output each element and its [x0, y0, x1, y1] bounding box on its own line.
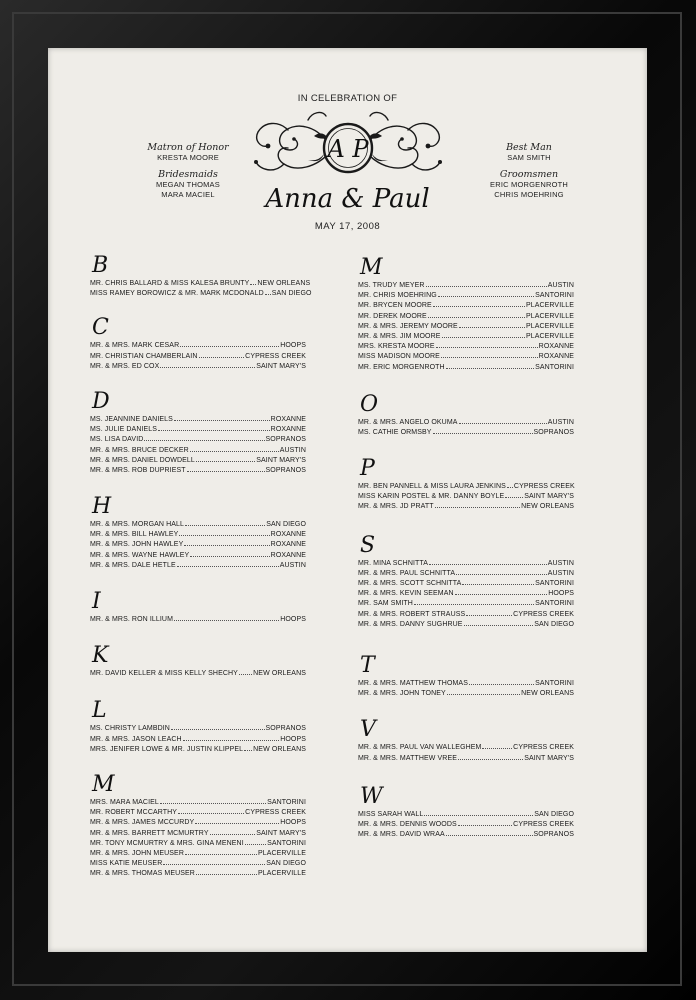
guest-row [90, 424, 306, 434]
party-name: SAM SMITH [507, 153, 551, 162]
guest-name: MR. & MRS. ROB DUPRIEST [90, 466, 186, 474]
groom-party [454, 142, 604, 200]
guest-row [90, 519, 306, 529]
guest-row [90, 723, 306, 733]
guest-row [90, 434, 306, 444]
party-name: MEGAN THOMAS [156, 180, 220, 189]
guest-name: MR. & MRS. MARK CESAR [90, 342, 180, 350]
table-name: SAINT MARY'S [256, 456, 306, 464]
guest-name: MR. MINA SCHNITTA [358, 559, 429, 567]
guest-row [358, 558, 574, 568]
letter-section-c [90, 316, 306, 371]
section-letter: M [360, 255, 383, 280]
dot-leader [433, 300, 525, 307]
letter-section-o [358, 393, 574, 437]
table-name: SAINT MARY'S [524, 493, 574, 501]
guest-row [90, 529, 306, 539]
table-name: HOOPS [548, 590, 574, 598]
table-name: AUSTIN [547, 282, 574, 289]
guest-row [358, 598, 574, 608]
guest-row [90, 361, 306, 371]
guest-row [358, 578, 574, 588]
table-name: HOOPS [280, 616, 306, 623]
guest-name: MR. CHRIS BALLARD & MISS KALESA BRUNTY [90, 280, 250, 287]
table-name: CYPRESS CREEK [245, 352, 306, 360]
dot-leader [458, 753, 523, 760]
table-name: PLACERVILLE [525, 332, 574, 340]
celebration-heading: IN CELEBRATION OF [297, 93, 398, 104]
section-letter: M [92, 771, 115, 797]
table-name: SAN DIEGO [271, 290, 312, 298]
guest-name: MR. & MRS. JAMES MCCURDY [90, 819, 195, 827]
guest-name: MR. CHRISTIAN CHAMBERLAIN [90, 352, 198, 360]
guest-row [90, 734, 306, 744]
table-name: ROXANNE [270, 426, 306, 434]
guest-name: MR. DEREK MOORE [358, 312, 427, 320]
section-letter: H [92, 494, 112, 520]
letter-section-t [358, 654, 574, 698]
table-name: SANTORINI [535, 292, 574, 300]
party-role: Best Man [506, 142, 552, 153]
dot-leader [190, 445, 279, 452]
guest-name: MR. CHRIS MOEHRING [358, 292, 437, 300]
couple-names: Anna & Paul [265, 184, 430, 214]
table-name: AUSTIN [547, 559, 574, 567]
guest-name: MRS. JENIFER LOWE & MR. JUSTIN KLIPPEL [90, 745, 244, 753]
monogram-letters: A P [327, 135, 369, 163]
guest-name: MR. BRYCEN MOORE [358, 302, 432, 310]
dot-leader [424, 809, 533, 816]
letter-section-m [90, 773, 306, 879]
guest-name: MR. & MRS. PAUL SCHNITTA [358, 569, 456, 577]
dot-leader [446, 829, 533, 836]
guest-row [90, 817, 306, 827]
guest-name: MR. & MRS. DENNIS WOODS [358, 820, 457, 828]
dot-leader [187, 465, 265, 472]
table-name: SAN DIEGO [534, 620, 574, 628]
section-letter: P [360, 456, 375, 482]
guest-row [90, 668, 306, 678]
dot-leader [469, 678, 534, 685]
guest-row [90, 744, 306, 754]
dot-leader [482, 742, 512, 749]
guest-row [358, 311, 574, 321]
dot-leader [144, 434, 264, 441]
table-name: AUSTIN [547, 418, 574, 426]
guest-name: MR. & MRS. DAVID WRAA [358, 831, 445, 839]
guest-row [358, 331, 574, 341]
guest-name: MR. & MRS. DANIEL DOWDELL [90, 456, 195, 464]
section-letter: T [360, 652, 375, 678]
guest-name: MR. & MRS. JOHN HAWLEY [90, 541, 184, 549]
wedding-date: MAY 17, 2008 [314, 221, 381, 232]
guest-name: MR. & MRS. RON ILLIUM [90, 616, 173, 623]
table-name: SANTORINI [535, 580, 574, 587]
table-name: PLACERVILLE [525, 302, 574, 310]
table-name: NEW ORLEANS [521, 503, 574, 511]
letter-section-m [358, 256, 574, 372]
guest-row [358, 742, 574, 752]
dot-leader [433, 427, 533, 434]
guest-name: MRS. MARA MACIEL [90, 798, 159, 806]
guest-row [358, 362, 574, 372]
table-name: ROXANNE [270, 541, 306, 549]
dot-leader [185, 519, 265, 526]
table-name: SOPRANOS [265, 725, 306, 733]
guest-row [358, 688, 574, 698]
guest-name: MR. TONY MCMURTRY & MRS. GINA MENENI [90, 839, 244, 847]
guest-name: MR. & MRS. ROBERT STRAUSS [358, 610, 466, 618]
dot-leader [250, 278, 256, 285]
guest-name: MR. & MRS. DALE HETLE [90, 561, 176, 569]
dot-leader [507, 481, 513, 488]
guest-name: MISS KATIE MEUSER [90, 860, 163, 868]
table-name: SAINT MARY'S [256, 829, 306, 837]
guest-row [358, 300, 574, 310]
table-name: HOOPS [280, 819, 306, 827]
dot-leader [459, 417, 547, 424]
dot-leader [438, 290, 534, 297]
dot-leader [464, 619, 534, 626]
dot-leader [178, 807, 244, 814]
letter-section-s [358, 534, 574, 629]
table-name: CYPRESS CREEK [245, 809, 306, 817]
table-name: PLACERVILLE [257, 849, 306, 857]
table-name: PLACERVILLE [257, 870, 306, 878]
guest-name: MS. TRUDY MEYER [358, 282, 425, 289]
guest-row [90, 614, 306, 624]
table-name: AUSTIN [279, 446, 306, 454]
letter-section-i [90, 590, 306, 624]
party-role: Matron of Honor [147, 142, 229, 153]
bride-party [113, 142, 263, 200]
guest-row [358, 678, 574, 688]
table-name: CYPRESS CREEK [513, 744, 574, 752]
dot-leader [195, 817, 279, 824]
dot-leader [160, 361, 255, 368]
dot-leader [158, 424, 270, 431]
guest-name: MR. & MRS. DANNY SUGHRUE [358, 620, 463, 628]
party-name: KRESTA MOORE [157, 153, 219, 162]
right-guest-column [358, 256, 574, 839]
table-name: CYPRESS CREEK [513, 483, 575, 491]
dot-leader [428, 311, 525, 318]
guest-row [90, 414, 306, 424]
guest-name: MR. & MRS. JASON LEACH [90, 735, 182, 743]
guest-name: MR. & MRS. MORGAN HALL [90, 521, 184, 529]
guest-row [90, 560, 306, 570]
dot-leader [185, 848, 257, 855]
guest-name: MR. & MRS. BILL HAWLEY [90, 531, 179, 539]
table-name: SAINT MARY'S [524, 754, 574, 762]
dot-leader [163, 858, 265, 865]
dot-leader [456, 568, 547, 575]
guest-name: MS. CHRISTY LAMBDIN [90, 725, 170, 733]
guest-row [90, 351, 306, 361]
guest-row [358, 588, 574, 598]
table-name: SAN DIEGO [266, 521, 306, 529]
table-name: SOPRANOS [533, 831, 574, 839]
section-letter: D [92, 388, 110, 414]
table-name: NEW ORLEANS [521, 690, 574, 698]
guest-name: MS. JEANNINE DANIELS [90, 415, 173, 423]
guest-row [358, 427, 574, 437]
table-name: CYPRESS CREEK [513, 610, 574, 618]
guest-name: MISS RAMEY BOROWICZ & MR. MARK MCDONALD [90, 290, 264, 298]
guest-row [90, 539, 306, 549]
dot-leader [462, 578, 534, 585]
table-name: HOOPS [280, 342, 306, 350]
table-name: AUSTIN [547, 569, 574, 577]
table-name: SANTORINI [535, 600, 574, 608]
dot-leader [245, 838, 266, 845]
dot-leader [184, 539, 269, 546]
section-letter: K [92, 643, 109, 669]
dot-leader [174, 614, 279, 621]
guest-row [358, 501, 574, 511]
dot-leader [466, 609, 512, 616]
table-name: SANTORINI [535, 363, 574, 371]
guest-name: MR. & MRS. JD PRATT [358, 503, 434, 511]
letter-section-w [358, 785, 574, 840]
table-name: SOPRANOS [265, 466, 306, 474]
party-name: ERIC MORGENROTH [490, 180, 568, 189]
table-name: SANTORINI [267, 798, 306, 806]
table-name: ROXANNE [270, 531, 306, 539]
monogram-crest-icon [248, 106, 448, 188]
guest-name: MS. LISA DAVID [90, 436, 144, 444]
guest-name: MR. & MRS. JIM MOORE [358, 332, 441, 340]
guest-row [90, 550, 306, 560]
dot-leader [447, 688, 520, 695]
letter-section-v [358, 718, 574, 762]
guest-name: MR. & MRS. JOHN TONEY [358, 690, 446, 698]
letter-section-h [90, 495, 306, 570]
table-name: HOOPS [280, 735, 306, 743]
guest-row [358, 491, 574, 501]
section-letter: O [360, 391, 379, 417]
guest-row [358, 417, 574, 427]
guest-row [358, 619, 574, 629]
guest-name: MR. & MRS. KEVIN SEEMAN [358, 590, 454, 598]
dot-leader [436, 341, 538, 348]
section-letter: C [92, 315, 109, 341]
table-name: ROXANNE [538, 343, 574, 351]
guest-name: MR. DAVID KELLER & MISS KELLY SHECHY [90, 670, 238, 678]
dot-leader [505, 491, 523, 498]
dot-leader [190, 550, 269, 557]
guest-row [358, 351, 574, 361]
guest-row [358, 809, 574, 819]
guest-row [358, 481, 574, 491]
dot-leader [180, 340, 279, 347]
guest-name: MISS MADISON MOORE [358, 353, 440, 361]
table-name: SOPRANOS [533, 428, 574, 436]
section-letter: I [92, 589, 101, 614]
dot-leader [244, 744, 252, 751]
dot-leader [429, 558, 547, 565]
guest-row [90, 797, 306, 807]
table-name: NEW ORLEANS [253, 670, 306, 678]
letter-section-b [90, 253, 312, 298]
guest-name: MS. JULIE DANIELS [90, 426, 158, 434]
table-name: ROXANNE [270, 415, 306, 423]
dot-leader [160, 797, 266, 804]
table-name: PLACERVILLE [525, 322, 574, 330]
dot-leader [426, 280, 547, 287]
dot-leader [177, 560, 279, 567]
guest-name: MR. & MRS. THOMAS MEUSER [90, 870, 195, 878]
dot-leader [196, 868, 257, 875]
letter-section-p [358, 457, 574, 512]
table-name: NEW ORLEANS [253, 745, 306, 753]
guest-row [90, 465, 306, 475]
dot-leader [441, 351, 538, 358]
table-name: SAN DIEGO [534, 810, 574, 818]
letter-section-k [90, 644, 306, 678]
dot-leader [171, 723, 265, 730]
guest-name: MR. & MRS. BRUCE DECKER [90, 446, 189, 454]
table-name: AUSTIN [279, 561, 306, 569]
party-role: Groomsmen [499, 169, 559, 180]
guest-name: MR. BEN PANNELL & MISS LAURA JENKINS [358, 483, 506, 491]
guest-row [90, 868, 306, 878]
guest-row [358, 609, 574, 619]
guest-row [90, 828, 306, 838]
guest-name: MISS KARIN POSTEL & MR. DANNY BOYLE [358, 493, 505, 501]
guest-name: MR. SAM SMITH [358, 600, 413, 608]
dot-leader [414, 598, 534, 605]
guest-name: MR. & MRS. ANGELO OKUMA [358, 418, 458, 426]
dot-leader [459, 321, 525, 328]
guest-name: MR. ROBERT MCCARTHY [90, 809, 178, 817]
guest-row [358, 321, 574, 331]
guest-name: MS. CATHIE ORMSBY [358, 428, 432, 436]
table-name: PLACERVILLE [525, 312, 574, 320]
guest-name: MR. & MRS. MATTHEW VREE [358, 754, 458, 762]
section-letter: B [92, 253, 109, 278]
section-letter: V [360, 717, 376, 743]
dot-leader [455, 588, 548, 595]
table-name: SAN DIEGO [266, 860, 306, 868]
dot-leader [174, 414, 270, 421]
left-guest-column [90, 253, 312, 878]
guest-name: MR. & MRS. JEREMY MOORE [358, 322, 458, 330]
guest-row [358, 280, 574, 290]
guest-name: MISS SARAH WALL [358, 810, 424, 818]
letter-section-d [90, 390, 306, 475]
table-name: ROXANNE [538, 353, 574, 361]
section-letter: S [360, 532, 376, 558]
guest-name: MR. & MRS. JOHN MEUSER [90, 849, 184, 857]
guest-row [358, 829, 574, 839]
guest-row [358, 753, 574, 763]
guest-row [90, 848, 306, 858]
guest-name: MR. & MRS. MATTHEW THOMAS [358, 679, 468, 687]
dot-leader [210, 828, 256, 835]
guest-name: MR. & MRS. SCOTT SCHNITTA [358, 580, 462, 587]
guest-name: MRS. KRESTA MOORE [358, 343, 435, 351]
section-letter: L [92, 698, 107, 724]
guest-row [358, 341, 574, 351]
table-name: SANTORINI [535, 679, 574, 687]
guest-row [90, 340, 306, 350]
dot-leader [265, 288, 271, 295]
table-name: SANTORINI [267, 839, 306, 847]
dot-leader [199, 351, 245, 358]
guest-row [90, 288, 312, 298]
section-letter: W [360, 783, 383, 809]
guest-name: MR. & MRS. ED COX [90, 362, 160, 370]
guest-row [90, 858, 306, 868]
party-name: MARA MACIEL [161, 190, 215, 199]
guest-name: MR. ERIC MORGENROTH [358, 363, 445, 371]
guest-row [358, 819, 574, 829]
party-role: Bridesmaids [158, 169, 218, 180]
dot-leader [435, 501, 520, 508]
seating-chart [48, 48, 647, 952]
table-name: SAINT MARY'S [256, 362, 306, 370]
guest-row [90, 455, 306, 465]
guest-name: MR. & MRS. WAYNE HAWLEY [90, 551, 190, 559]
guest-row [358, 568, 574, 578]
table-name: NEW ORLEANS [257, 280, 311, 287]
dot-leader [239, 668, 252, 675]
dot-leader [442, 331, 525, 338]
dot-leader [183, 734, 280, 741]
guest-row [358, 290, 574, 300]
guest-name: MR. & MRS. PAUL VAN WALLEGHEM [358, 744, 482, 752]
table-name: SOPRANOS [265, 436, 306, 444]
dot-leader [446, 362, 534, 369]
guest-row [90, 278, 311, 288]
dot-leader [196, 455, 255, 462]
guest-name: MR. & MRS. BARRETT MCMURTRY [90, 829, 209, 837]
guest-row [90, 838, 306, 848]
table-name: ROXANNE [270, 551, 306, 559]
party-name: CHRIS MOEHRING [494, 190, 564, 199]
letter-section-l [90, 699, 306, 754]
dot-leader [179, 529, 269, 536]
dot-leader [458, 819, 512, 826]
guest-row [90, 445, 306, 455]
table-name: CYPRESS CREEK [513, 820, 574, 828]
guest-row [90, 807, 306, 817]
